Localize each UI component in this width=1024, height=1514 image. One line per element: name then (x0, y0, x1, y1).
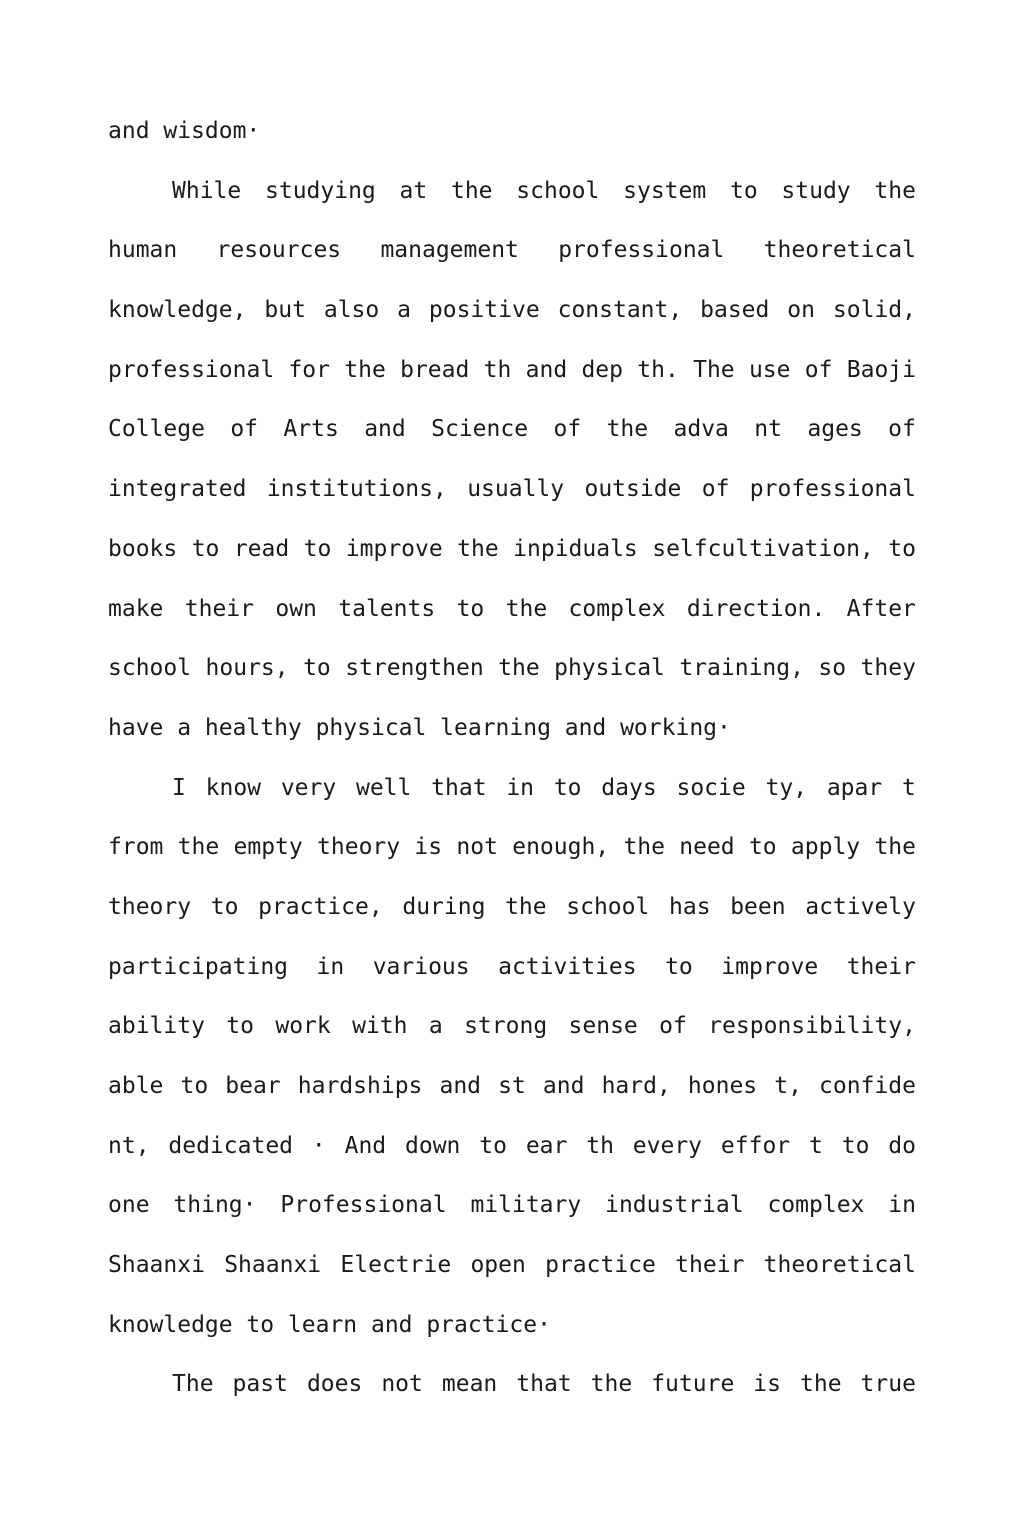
word: outside (584, 476, 682, 503)
word: th. (637, 356, 679, 383)
word: theory (317, 834, 401, 861)
text-line (108, 102, 916, 162)
word: is (414, 834, 443, 861)
text-line (108, 221, 916, 281)
word: ear (525, 1132, 568, 1159)
word: actively (805, 893, 916, 920)
word: working· (620, 714, 731, 741)
word: the (177, 834, 220, 861)
word: ty, (765, 774, 808, 801)
word: to (729, 177, 758, 204)
word: a (397, 297, 411, 324)
word: t (809, 1132, 823, 1159)
word: knowledge (108, 1311, 233, 1338)
word: The (693, 356, 735, 383)
word: professional (558, 237, 725, 264)
word: theory (108, 893, 192, 920)
word: practice, (258, 893, 383, 920)
word: been (730, 893, 786, 920)
word: And (344, 1132, 387, 1159)
word: participating (108, 953, 289, 980)
word: sense (568, 1013, 638, 1040)
word: dep (581, 356, 623, 383)
word: a (428, 1013, 443, 1040)
word: the (606, 416, 649, 443)
word: responsibility, (708, 1013, 916, 1040)
word: and (564, 714, 607, 741)
word: during (402, 893, 486, 920)
word: military (470, 1192, 582, 1219)
word: institutions, (266, 476, 447, 503)
text-line (108, 162, 916, 222)
word: and (370, 1311, 413, 1338)
word: school (516, 177, 600, 204)
word: and (108, 118, 150, 144)
word: to (456, 595, 485, 622)
word: strong (464, 1013, 548, 1040)
word: t (902, 774, 916, 801)
word: have (108, 714, 164, 741)
word: hard, (601, 1073, 671, 1099)
word: to (748, 834, 777, 861)
word: improve (345, 535, 443, 562)
word: need (679, 834, 735, 861)
word: of (230, 416, 259, 443)
word: system (623, 177, 707, 204)
word: to (665, 953, 693, 980)
word: professional (749, 476, 916, 503)
text-line (108, 1355, 916, 1415)
word: their (184, 595, 254, 622)
word: able (108, 1073, 164, 1099)
word: Professional (280, 1192, 447, 1219)
word: to (180, 1073, 209, 1099)
word: Baoji (846, 356, 916, 383)
word: they (860, 655, 916, 682)
word: hours, (205, 655, 289, 682)
word: do (888, 1132, 916, 1159)
word: strengthen (345, 655, 484, 682)
word: While (172, 177, 242, 204)
word: of (553, 416, 582, 443)
word: human (108, 237, 178, 264)
word: · (311, 1132, 326, 1159)
text-line (108, 997, 916, 1057)
word: usually (467, 476, 565, 503)
word: read (233, 535, 290, 562)
word: but (264, 297, 306, 324)
word: to (191, 535, 220, 562)
text-line (108, 818, 916, 878)
word: st (498, 1073, 526, 1099)
word: work (275, 1013, 331, 1040)
word: a (177, 714, 192, 741)
word: to (479, 1132, 507, 1159)
word: Science (431, 416, 529, 443)
text-line (108, 520, 916, 580)
word: empty (233, 834, 303, 861)
word: improve (721, 953, 819, 980)
word: from (108, 834, 164, 861)
word: the (498, 655, 540, 682)
word: future (651, 1371, 735, 1398)
word: not (381, 1371, 423, 1398)
word: to (226, 1013, 254, 1040)
word: apply (790, 834, 861, 861)
word: school (566, 893, 650, 920)
word: the (450, 177, 493, 204)
word: constant, (557, 297, 683, 324)
word: the (874, 834, 916, 861)
word: complex (568, 595, 666, 622)
word: After (846, 595, 916, 622)
word: physical (554, 655, 665, 682)
word: effor (720, 1132, 791, 1159)
word: not (456, 834, 498, 861)
word: study (781, 177, 851, 204)
word: physical (315, 714, 427, 741)
word: true (860, 1371, 916, 1398)
word: to (303, 535, 332, 562)
word: ability (108, 1013, 205, 1040)
word: solid, (832, 297, 916, 324)
word: that (431, 774, 487, 801)
word: dedicated (168, 1132, 294, 1159)
word: also (323, 297, 380, 324)
text-line (108, 1057, 916, 1117)
word: of (888, 416, 916, 443)
word: knowledge, (108, 297, 247, 324)
word: bear (225, 1073, 281, 1099)
word: the (800, 1371, 842, 1398)
word: th (483, 356, 512, 383)
word: positive (428, 297, 540, 324)
word: hardships (297, 1073, 423, 1099)
word: and (439, 1073, 482, 1099)
word: industrial (605, 1192, 744, 1219)
word: learn (287, 1311, 358, 1338)
word: of (804, 356, 833, 383)
word: the (623, 834, 665, 861)
word: adva (673, 416, 729, 443)
word: mean (441, 1371, 498, 1398)
word: enough, (512, 834, 610, 861)
word: to (210, 893, 239, 920)
word: the (505, 595, 548, 622)
word: t, (774, 1073, 802, 1099)
word: nt (754, 416, 782, 443)
text-line (108, 460, 916, 520)
word: talents (338, 595, 436, 622)
text-line (108, 400, 916, 460)
word: use (748, 356, 791, 383)
word: has (669, 893, 711, 920)
word: and (364, 416, 406, 443)
word: school (108, 655, 192, 682)
word: professional (108, 356, 275, 383)
word: of (659, 1013, 687, 1040)
text-line (108, 1296, 916, 1356)
word: training, (679, 655, 804, 682)
word: management (380, 237, 519, 264)
text-line (108, 1117, 916, 1177)
word: to (303, 655, 331, 682)
word: bread (400, 356, 470, 383)
text-line (108, 281, 916, 341)
word: and (525, 356, 568, 383)
word: practice· (426, 1311, 551, 1338)
word: theoretical (763, 1252, 916, 1279)
word: down (405, 1132, 461, 1159)
paragraph (108, 102, 916, 162)
word: with (352, 1013, 408, 1040)
paragraph (108, 759, 916, 1356)
word: the (457, 535, 499, 562)
word: on (787, 297, 815, 324)
word: so (818, 655, 847, 682)
text-line (108, 759, 916, 819)
word: make (108, 595, 164, 622)
body-text (108, 102, 916, 1415)
word: to (246, 1311, 275, 1338)
word: The (172, 1371, 214, 1398)
word: wisdom· (163, 118, 261, 144)
paragraph (108, 1355, 916, 1415)
word: various (372, 953, 470, 980)
text-line (108, 699, 916, 759)
word: to (553, 774, 582, 801)
word: studying (265, 177, 376, 204)
word: and (542, 1073, 585, 1099)
text-line (108, 1176, 916, 1236)
word: Shaanxi (224, 1252, 322, 1279)
word: very (280, 774, 337, 801)
word: complex (767, 1192, 865, 1219)
word: resources (216, 237, 342, 264)
word: that (516, 1371, 572, 1398)
word: inpiduals (513, 535, 638, 562)
word: based (700, 297, 770, 324)
word: ages (807, 416, 863, 443)
word: in (316, 953, 345, 980)
text-line (108, 1236, 916, 1296)
text-line (108, 341, 916, 401)
word: in (506, 774, 535, 801)
word: activities (498, 953, 637, 980)
word: the (505, 893, 547, 920)
word: nt, (108, 1132, 150, 1159)
word: their (675, 1252, 745, 1279)
paragraph (108, 162, 916, 759)
word: thing· (173, 1192, 257, 1219)
word: the (590, 1371, 633, 1398)
word: own (275, 595, 317, 622)
word: hones (687, 1073, 758, 1099)
word: their (846, 953, 916, 980)
word: integrated (108, 476, 247, 503)
text-line (108, 938, 916, 998)
word: th (586, 1132, 614, 1159)
word: selfcultivation, (652, 535, 874, 562)
word: know (205, 774, 262, 801)
text-line (108, 580, 916, 640)
word: books (108, 535, 178, 562)
word: days (601, 774, 657, 801)
word: is (753, 1371, 781, 1398)
word: does (306, 1371, 363, 1398)
word: the (874, 177, 916, 204)
word: practice (545, 1252, 656, 1279)
word: healthy (204, 714, 302, 741)
word: to (841, 1132, 870, 1159)
text-line (108, 878, 916, 938)
word: learning (440, 714, 551, 741)
word: past (232, 1371, 288, 1398)
word: the (344, 356, 386, 383)
text-line (108, 639, 916, 699)
word: well (355, 774, 412, 801)
word: confide (819, 1073, 916, 1099)
word: to (888, 535, 916, 562)
word: one (108, 1192, 150, 1219)
word: in (888, 1192, 916, 1219)
word: Shaanxi (108, 1252, 205, 1279)
word: apar (826, 774, 883, 801)
word: Electrie (340, 1252, 452, 1279)
word: direction. (686, 595, 826, 622)
word: at (399, 177, 428, 204)
word: College (108, 416, 205, 443)
word: every (632, 1132, 703, 1159)
word: theoretical (763, 237, 916, 264)
word: open (470, 1252, 526, 1279)
word: Arts (283, 416, 339, 443)
word: for (288, 356, 330, 383)
word: I (172, 774, 186, 801)
word: of (701, 476, 730, 503)
word: socie (676, 774, 746, 801)
